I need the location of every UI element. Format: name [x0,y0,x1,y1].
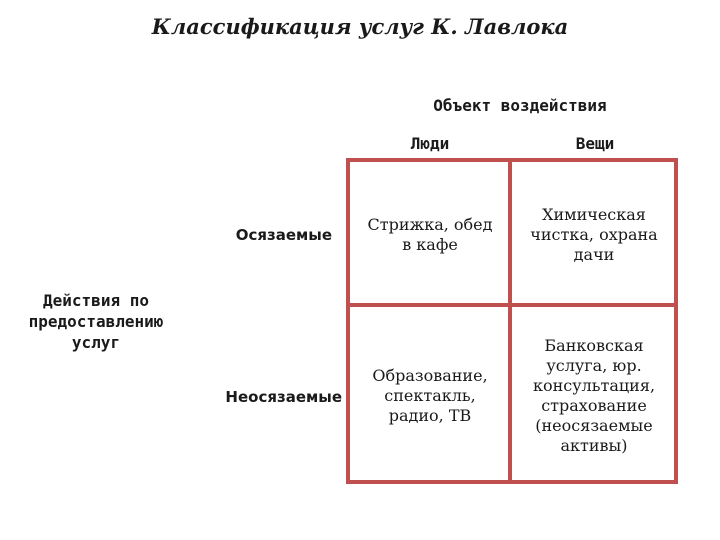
column-header-people: Люди [410,134,450,153]
column-header-things: Вещи [575,134,615,153]
axis-side-label: Действия по предоставлению услуг [28,291,164,352]
cell-intangible-people: Образование, спектакль, радио, ТВ [372,366,488,425]
row-header-tangible: Осязаемые [235,226,332,244]
cell-intangible-things: Банковская услуга, юр. консультация, страхование (неосязаемые активы) [532,336,656,455]
axis-top-label: Объект воздействия [433,96,607,115]
row-header-intangible: Неосязаемые [225,388,342,406]
matrix-divider-vertical [508,158,512,484]
cell-tangible-things: Химическая чистка, охрана дачи [530,205,658,264]
matrix-divider-horizontal [346,303,678,307]
diagram-title: Классификация услуг К. Лавлока [151,14,569,39]
cell-tangible-people: Стрижка, обед в кафе [367,215,493,254]
